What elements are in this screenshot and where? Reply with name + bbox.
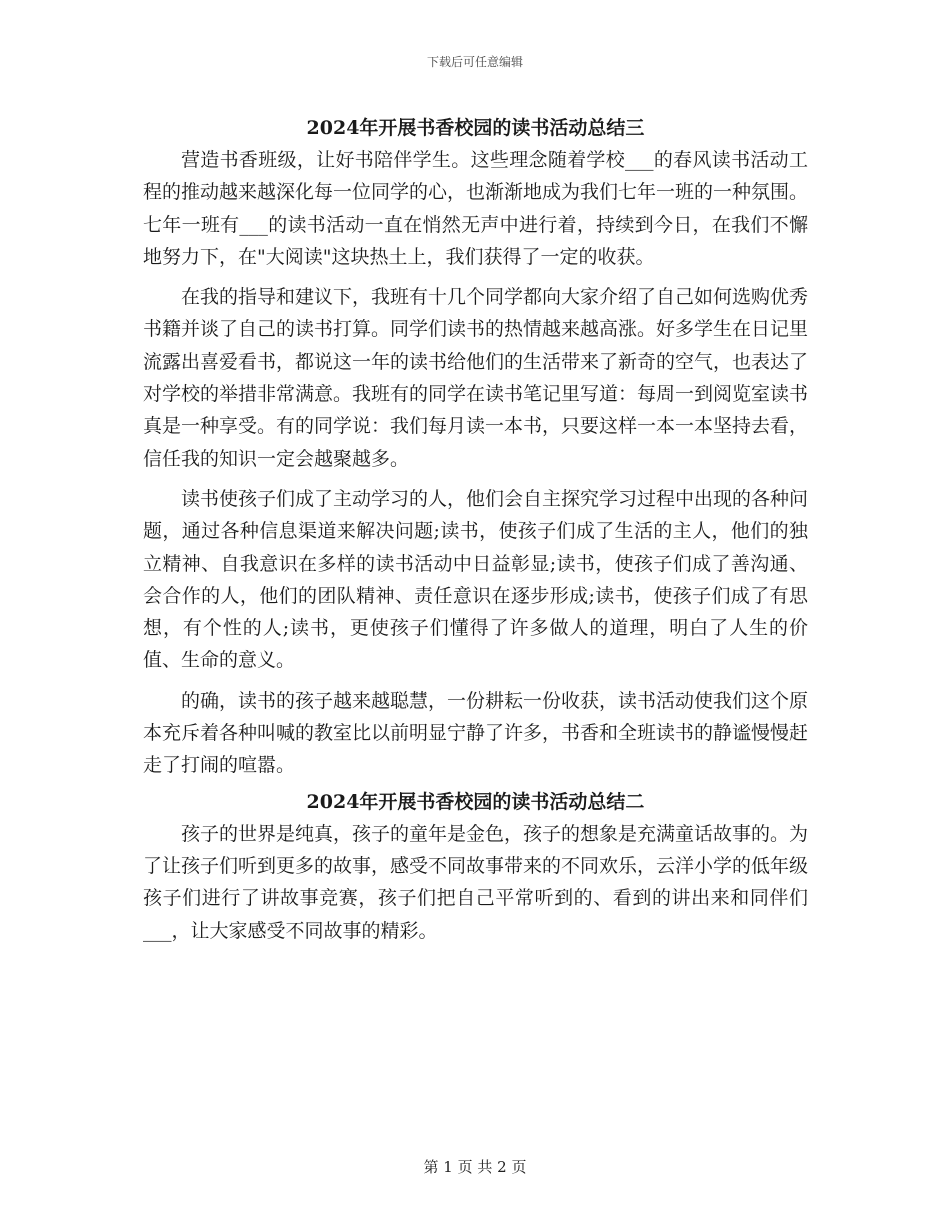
section-title: 2024年开展书香校园的读书活动总结二 bbox=[306, 790, 645, 813]
paragraph: 的确，读书的孩子越来越聪慧，一份耕耘一份收获，读书活动使我们这个原本充斥着各种叫喊的教室比以前明显宁静了许多，书香和全班读书的静谧慢慢赶走了打闹的喧嚣。 bbox=[143, 689, 809, 777]
page-number: 第 1 页 共 2 页 bbox=[423, 1158, 527, 1176]
paragraph: 读书使孩子们成了主动学习的人，他们会自主探究学习过程中出现的各种问题，通过各种信息渠道来解决问题;读书，使孩子们成了生活的主人，他们的独立精神、自我意识在多样的读书活动中日益彰显;读书，使孩子们成了善沟通、会合作的人，他们的团队精神、责任意识在逐步形成;读书，使孩子们成了有思想，有个性的人;读书，更使孩子们懂得了许多做人的道理，明白了人生的价值、生命的意义。 bbox=[143, 487, 809, 672]
header-note: 下载后可任意编辑 bbox=[426, 55, 523, 69]
paragraph: 营造书香班级，让好书陪伴学生。这些理念随着学校___的春风读书活动工程的推动越来越深化每一位同学的心，也渐渐地成为我们七年一班的一种氛围。七年一班有___的读书活动一直在悄然无声中进行着，持续到今日，在我们不懈地努力下，在"大阅读"这块热土上，我们获得了一定的收获。 bbox=[143, 149, 809, 268]
document-body bbox=[143, 112, 808, 947]
paragraph: 在我的指导和建议下，我班有十几个同学都向大家介绍了自己如何选购优秀书籍并谈了自己的读书打算。同学们读书的热情越来越高涨。好多学生在日记里流露出喜爱看书，都说这一年的读书给他们的生活带来了新奇的空气，也表达了对学校的举措非常满意。我班有的同学在读书笔记里写道：每周一到阅览室读书真是一种享受。有的同学说：我们每月读一本书，只要这样一本一本坚持去看，信任我的知识一定会越聚越多。 bbox=[143, 286, 809, 470]
section-title: 2024年开展书香校园的读书活动总结三 bbox=[306, 117, 645, 139]
paragraph: 孩子的世界是纯真，孩子的童年是金色，孩子的想象是充满童话故事的。为了让孩子们听到更多的故事，感受不同故事带来的不同欢乐，云洋小学的低年级孩子们进行了讲故事竞赛，孩子们把自己平常听到的、看到的讲出来和同伴们___，让大家感受不同故事的精彩。 bbox=[143, 822, 809, 942]
